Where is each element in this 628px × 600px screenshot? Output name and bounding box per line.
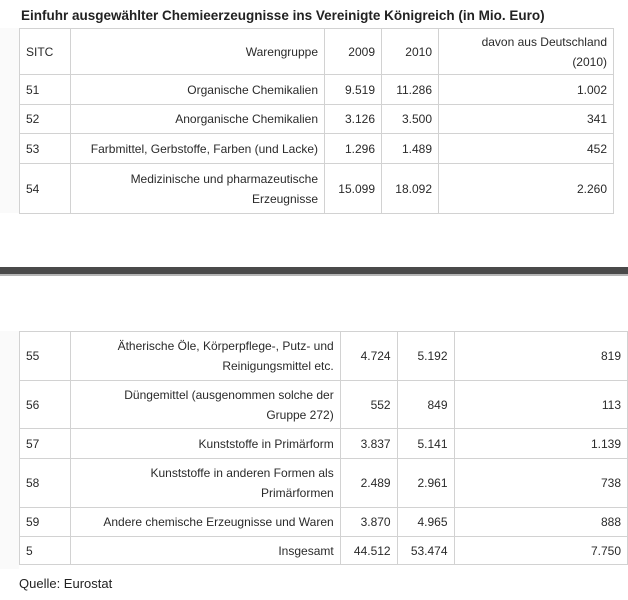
cell-warengruppe — [70, 459, 340, 508]
cell-deutschland: 7.750 — [454, 537, 627, 565]
cell-sitc: 56 — [20, 381, 71, 429]
table-row — [20, 332, 628, 381]
cell-deutschland: 1.139 — [454, 429, 627, 459]
table-row — [20, 508, 628, 537]
cell-warengruppe — [70, 508, 340, 537]
cell-warengruppe — [71, 75, 325, 105]
cell-2009: 2.489 — [340, 459, 397, 508]
cell-deutschland: 341 — [439, 105, 614, 134]
cell-sitc: 52 — [20, 105, 71, 134]
cell-2009: 3.870 — [340, 508, 397, 537]
page-break-divider — [0, 267, 628, 274]
cell-2010: 1.489 — [382, 134, 439, 164]
cell-2010: 849 — [397, 381, 454, 429]
cell-sitc: 58 — [20, 459, 71, 508]
import-table-part-1 — [19, 28, 614, 214]
header-sitc: SITC — [20, 29, 71, 75]
cell-sitc: 57 — [20, 429, 71, 459]
cell-2010: 18.092 — [382, 164, 439, 214]
cell-2009: 9.519 — [325, 75, 382, 105]
header-de-line-2: (2010) — [572, 54, 607, 69]
cell-warengruppe — [71, 105, 325, 134]
warengruppe-line: Ätherische Öle, Körperpflege-, Putz- und — [117, 339, 334, 353]
header-row — [20, 29, 614, 75]
cell-sitc: 51 — [20, 75, 71, 105]
warengruppe-line: Kunststoffe in Primärform — [198, 436, 334, 451]
warengruppe-line: Andere chemische Erzeugnisse und Waren — [103, 515, 334, 529]
left-margin-bottom — [0, 331, 19, 569]
cell-deutschland: 452 — [439, 134, 614, 164]
cell-deutschland: 888 — [454, 508, 627, 537]
warengruppe-line: Kunststoffe in anderen Formen als — [150, 466, 334, 480]
cell-2009: 3.126 — [325, 105, 382, 134]
cell-deutschland: 819 — [454, 332, 627, 381]
cell-deutschland: 738 — [454, 459, 627, 508]
warengruppe-line: Medizinische und pharmazeutische — [130, 171, 318, 186]
cell-2009: 552 — [340, 381, 397, 429]
cell-warengruppe — [70, 537, 340, 565]
cell-2009: 4.724 — [340, 332, 397, 381]
cell-warengruppe — [70, 332, 340, 381]
cell-sitc: 59 — [20, 508, 71, 537]
cell-2010: 3.500 — [382, 105, 439, 134]
cell-2009: 1.296 — [325, 134, 382, 164]
table-row — [20, 164, 614, 214]
header-warengruppe: Warengruppe — [71, 29, 325, 75]
left-margin-top — [0, 28, 19, 213]
warengruppe-line: Farbmittel, Gerbstoffe, Farben (und Lacke) — [90, 141, 318, 156]
table-row — [20, 105, 614, 134]
warengruppe-line: Insgesamt — [278, 543, 334, 558]
cell-2010: 2.961 — [397, 459, 454, 508]
table-row — [20, 459, 628, 508]
import-table-part-2 — [19, 331, 628, 565]
cell-2009: 3.837 — [340, 429, 397, 459]
header-davon-deutschland — [439, 29, 614, 75]
warengruppe-line: Primärformen — [261, 486, 334, 500]
cell-2010: 5.192 — [397, 332, 454, 381]
cell-2010: 53.474 — [397, 537, 454, 565]
cell-deutschland: 113 — [454, 381, 627, 429]
cell-2009: 15.099 — [325, 164, 382, 214]
cell-deutschland: 1.002 — [439, 75, 614, 105]
page-break-divider-shadow — [0, 274, 628, 276]
warengruppe-line: Reinigungsmittel etc. — [222, 359, 334, 373]
cell-warengruppe — [70, 381, 340, 429]
warengruppe-line: Gruppe 272) — [266, 407, 334, 422]
cell-sitc: 54 — [20, 164, 71, 214]
warengruppe-line: Erzeugnisse — [251, 191, 318, 206]
header-de-line-1: davon aus Deutschland — [481, 34, 607, 49]
table-row — [20, 381, 628, 429]
cell-warengruppe — [71, 134, 325, 164]
warengruppe-line: Düngemittel (ausgenommen solche der — [124, 387, 334, 402]
table-row — [20, 134, 614, 164]
cell-2010: 4.965 — [397, 508, 454, 537]
header-2009: 2009 — [325, 29, 382, 75]
warengruppe-line: Organische Chemikalien — [187, 82, 318, 97]
table-row — [20, 537, 628, 565]
cell-warengruppe — [71, 164, 325, 214]
header-2010: 2010 — [382, 29, 439, 75]
table-row — [20, 75, 614, 105]
cell-sitc: 55 — [20, 332, 71, 381]
cell-sitc: 53 — [20, 134, 71, 164]
cell-2010: 5.141 — [397, 429, 454, 459]
cell-2009: 44.512 — [340, 537, 397, 565]
cell-2010: 11.286 — [382, 75, 439, 105]
warengruppe-line: Anorganische Chemikalien — [175, 112, 318, 126]
cell-warengruppe — [70, 429, 340, 459]
source-note: Quelle: Eurostat — [19, 576, 113, 591]
cell-deutschland: 2.260 — [439, 164, 614, 214]
cell-sitc: 5 — [20, 537, 71, 565]
table-row — [20, 429, 628, 459]
table-title: Einfuhr ausgewählter Chemieerzeugnisse ins Vereinigte Königreich (in Mio. Euro) — [21, 8, 545, 23]
